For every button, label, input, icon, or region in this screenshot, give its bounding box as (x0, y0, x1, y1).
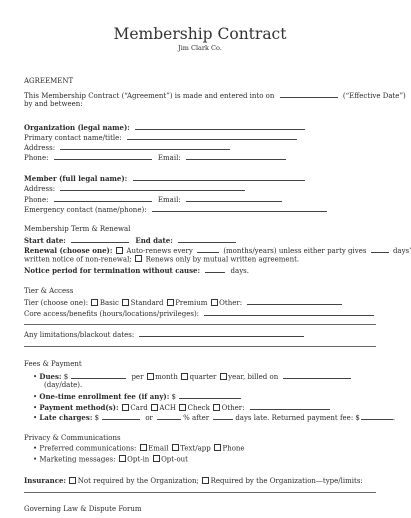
limitations-line (24, 329, 304, 340)
late-pct-after: % after (183, 414, 210, 422)
tier-basic-checkbox[interactable] (91, 299, 98, 306)
end-date-field[interactable] (178, 235, 236, 243)
payment-other-checkbox[interactable] (213, 404, 220, 411)
auto-renew-days: days’ (392, 247, 411, 255)
emergency-contact-label: Emergency contact (name/phone): (24, 206, 147, 214)
mutual-renewal-checkbox[interactable] (135, 255, 142, 262)
marketing-optout-checkbox[interactable] (153, 455, 160, 462)
comms-phone-label: Phone (222, 444, 245, 453)
effective-date-field[interactable] (280, 90, 338, 98)
start-date-label: Start date: (24, 236, 66, 245)
bullet: • (33, 393, 38, 401)
payment-check-label: Check (187, 404, 210, 412)
returned-payment-fee-field[interactable] (361, 412, 393, 420)
insurance-line (24, 476, 363, 486)
emergency-contact-field[interactable] (152, 204, 327, 212)
dues-quarter-checkbox[interactable] (181, 373, 188, 380)
dues-year-label: year, billed on (228, 373, 279, 381)
late-flat-fee-field[interactable] (102, 412, 140, 420)
core-access-field[interactable] (204, 308, 374, 316)
tier-choice-label: Tier (choose one): (24, 299, 89, 307)
dues-label: Dues: (39, 372, 62, 381)
document-title: Membership Contract (113, 25, 287, 43)
organization-phone-label: Phone: (24, 154, 49, 162)
billing-date-field[interactable] (283, 371, 351, 379)
insurance-required-checkbox[interactable] (202, 477, 209, 484)
organization-name-field[interactable] (135, 122, 305, 130)
agreement-heading: AGREEMENT (24, 77, 74, 85)
tier-standard-label: Standard (130, 299, 164, 307)
late-charges-label: Late charges: (39, 413, 93, 422)
privacy-heading: Privacy & Communications (24, 434, 121, 442)
payment-other-field[interactable] (250, 402, 330, 410)
organization-name-label: Organization (legal name): (24, 123, 130, 132)
enrollment-label: One-time enrollment fee (if any): (39, 392, 170, 401)
document-subtitle: Jim Clark Co. (178, 44, 222, 52)
dues-per: per (131, 373, 144, 381)
termination-notice-label: Notice period for termination without cause: (24, 266, 201, 275)
member-phone-field[interactable] (54, 194, 152, 202)
payment-ach-checkbox[interactable] (151, 404, 158, 411)
member-phone-label: Phone: (24, 196, 49, 204)
core-access-continuation-line[interactable] (24, 324, 376, 325)
late-or: or (145, 414, 153, 422)
insurance-not-required-label: Not required by the Organization; (77, 477, 199, 485)
member-name-field[interactable] (133, 173, 305, 181)
primary-contact-field[interactable] (127, 132, 297, 140)
organization-phone-field[interactable] (54, 152, 152, 160)
bullet: • (33, 414, 38, 422)
end-date-label: End date: (135, 236, 173, 245)
tier-standard-checkbox[interactable] (122, 299, 129, 306)
member-address-field[interactable] (60, 183, 245, 191)
comms-phone-checkbox[interactable] (214, 444, 221, 451)
bullet: • (33, 404, 38, 412)
effective-date-label: (“Effective Date”) (342, 92, 406, 100)
enrollment-dollar: $ (171, 393, 177, 401)
enrollment-fee-field[interactable] (179, 391, 241, 399)
auto-renew-checkbox[interactable] (116, 247, 123, 254)
marketing-line (33, 455, 188, 465)
renewal-line-2 (24, 255, 299, 265)
written-notice-text: written notice of non-renewal; (24, 255, 132, 264)
renew-interval-field[interactable] (197, 245, 219, 253)
comms-email-checkbox[interactable] (140, 444, 147, 451)
core-access-label: Core access/benefits (hours/locations/privileges): (24, 310, 200, 318)
limitations-field[interactable] (139, 329, 304, 337)
member-email-label: Email: (157, 196, 181, 204)
primary-contact-label: Primary contact name/title: (24, 134, 122, 142)
mutual-renewal-text: Renews only by mutual written agreement. (145, 255, 300, 264)
bullet: • (33, 373, 38, 381)
organization-email-field[interactable] (186, 152, 286, 160)
marketing-optin-label: Opt-in (127, 455, 150, 464)
auto-renew-text: Auto-renews every (126, 247, 193, 255)
comms-text-checkbox[interactable] (172, 444, 179, 451)
marketing-label: Marketing messages: (39, 455, 116, 464)
agreement-line-2: by and between: (24, 100, 83, 108)
fees-heading: Fees & Payment (24, 360, 82, 368)
dues-month-checkbox[interactable] (147, 373, 154, 380)
agreement-text: This Membership Contract (“Agreement”) is made and entered into on (24, 92, 275, 100)
marketing-optin-checkbox[interactable] (119, 455, 126, 462)
tier-other-checkbox[interactable] (211, 299, 218, 306)
organization-email-label: Email: (157, 154, 181, 162)
insurance-not-required-checkbox[interactable] (69, 477, 76, 484)
limitations-continuation-line[interactable] (24, 346, 376, 347)
late-days-text: days late. Returned payment fee: $ (235, 414, 360, 422)
payment-other-label: Other: (221, 404, 245, 412)
payment-method-label: Payment method(s): (39, 403, 119, 412)
auto-renew-text-2: (months/years) unless either party gives (223, 247, 367, 255)
member-address-line (24, 183, 245, 194)
preferred-comms-label: Preferred communications: (39, 444, 137, 453)
late-percent-field[interactable] (157, 412, 181, 420)
core-access-line (24, 308, 374, 319)
member-email-field[interactable] (186, 194, 282, 202)
member-address-label: Address: (24, 185, 56, 193)
tier-premium-checkbox[interactable] (167, 299, 174, 306)
termination-notice-field[interactable] (205, 265, 225, 273)
insurance-required-label: Required by the Organization—type/limits: (210, 477, 363, 485)
enrollment-line (33, 391, 241, 402)
dues-year-checkbox[interactable] (220, 373, 227, 380)
organization-address-label: Address: (24, 144, 56, 152)
bullet: • (33, 455, 38, 464)
emergency-contact-line (24, 204, 327, 215)
comms-text-label: Text/app (180, 444, 211, 453)
dues-daydate: (day/date). (44, 381, 83, 389)
late-charges-line: • Late charges: $ or % after days late. Returned payment fee: $ . (33, 413, 396, 422)
dues-dollar: $ (63, 373, 69, 381)
tier-other-label: Other: (219, 299, 243, 307)
limitations-label: Any limitations/blackout dates: (24, 331, 135, 339)
notice-days-field[interactable] (371, 245, 389, 253)
dues-month-label: month (155, 373, 178, 381)
insurance-label: Insurance: (24, 476, 67, 485)
tier-heading: Tier & Access (24, 287, 74, 295)
payment-card-label: Card (130, 404, 148, 412)
marketing-optout-label: Opt-out (161, 455, 188, 464)
start-date-field[interactable] (71, 235, 129, 243)
renewal-label: Renewal (choose one): (24, 246, 113, 255)
dues-amount-field[interactable] (71, 371, 126, 379)
tier-premium-label: Premium (175, 299, 208, 307)
preferred-comms-line (33, 444, 245, 454)
member-name-label: Member (full legal name): (24, 174, 128, 183)
dues-quarter-label: quarter (189, 373, 217, 381)
governing-law-heading: Governing Law & Dispute Forum (24, 505, 142, 513)
tier-choice-line (24, 297, 342, 308)
tier-basic-label: Basic (99, 299, 119, 307)
term-heading: Membership Term & Renewal (24, 225, 131, 233)
late-dollar: $ (94, 414, 100, 422)
bullet: • (33, 444, 38, 453)
insurance-continuation-line[interactable] (24, 492, 376, 493)
comms-email-label: Email (148, 444, 169, 453)
tier-other-field[interactable] (247, 297, 342, 305)
organization-address-field[interactable] (60, 142, 230, 150)
payment-card-checkbox[interactable] (122, 404, 129, 411)
payment-check-checkbox[interactable] (179, 404, 186, 411)
termination-notice-line (24, 265, 249, 276)
termination-notice-days: days. (230, 267, 249, 275)
payment-ach-label: ACH (159, 404, 176, 412)
organization-contact-line (24, 152, 286, 163)
late-days-field[interactable] (213, 412, 233, 420)
